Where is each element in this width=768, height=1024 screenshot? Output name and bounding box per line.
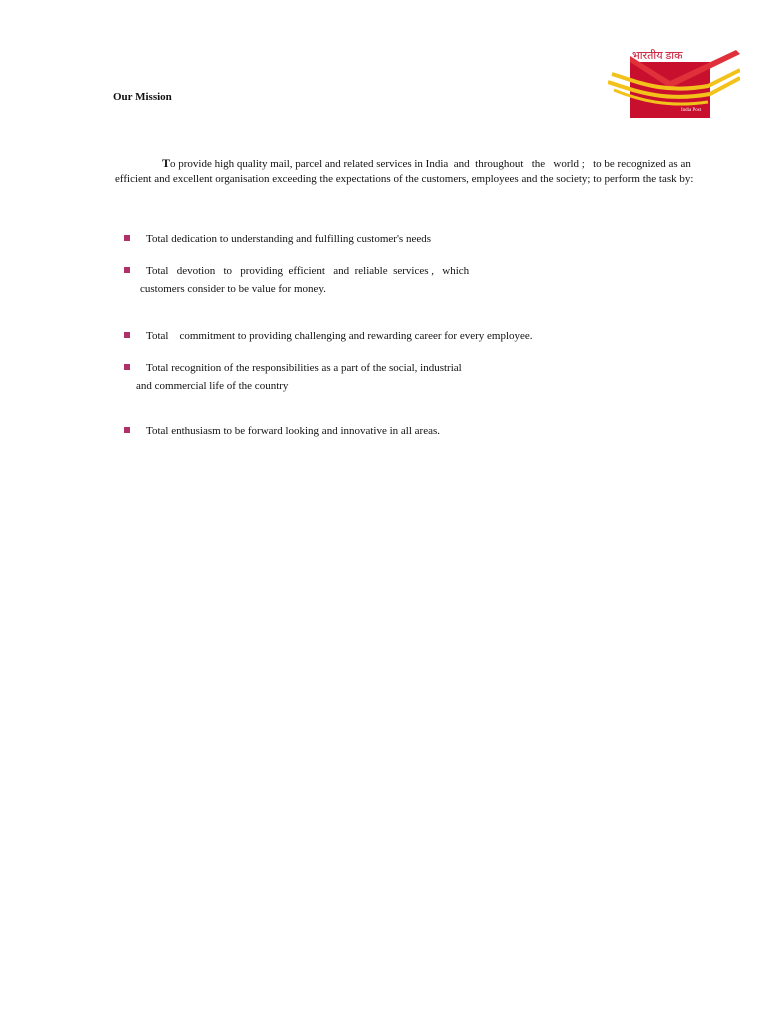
square-bullet-icon	[124, 267, 130, 273]
intro-first-letter: T	[162, 156, 171, 170]
page-title: Our Mission	[113, 91, 172, 103]
square-bullet-icon	[124, 235, 130, 241]
square-bullet-icon	[124, 332, 130, 338]
square-bullet-icon	[124, 427, 130, 433]
logo-script-text: भारतीय डाक	[632, 50, 683, 62]
bullet-continuation: customers consider to be value for money.	[140, 283, 326, 295]
logo-english-text: India Post	[681, 108, 702, 113]
list-item	[113, 410, 440, 452]
bullet-text: Total dedication to understanding and fulfilling customer's needs	[146, 233, 432, 245]
bullet-text: Total recognition of the responsibilities as a part of the social, industrial	[146, 362, 462, 374]
bullet-continuation: and commercial life of the country	[136, 380, 289, 392]
intro-text: o provide high quality mail, parcel and related services in India and throughout the world ; to be recognized as an efficient and excellent organisation exceeding the expectations of the customers, employees and the society; to perform the task by:	[115, 158, 694, 185]
bullet-text: Total devotion to providing efficient and reliable services , which	[146, 265, 470, 277]
square-bullet-icon	[124, 364, 130, 370]
bullet-text: Total enthusiasm to be forward looking and innovative in all areas.	[146, 425, 441, 437]
bullet-text: Total commitment to providing challenging and rewarding career for every employee.	[146, 330, 533, 342]
